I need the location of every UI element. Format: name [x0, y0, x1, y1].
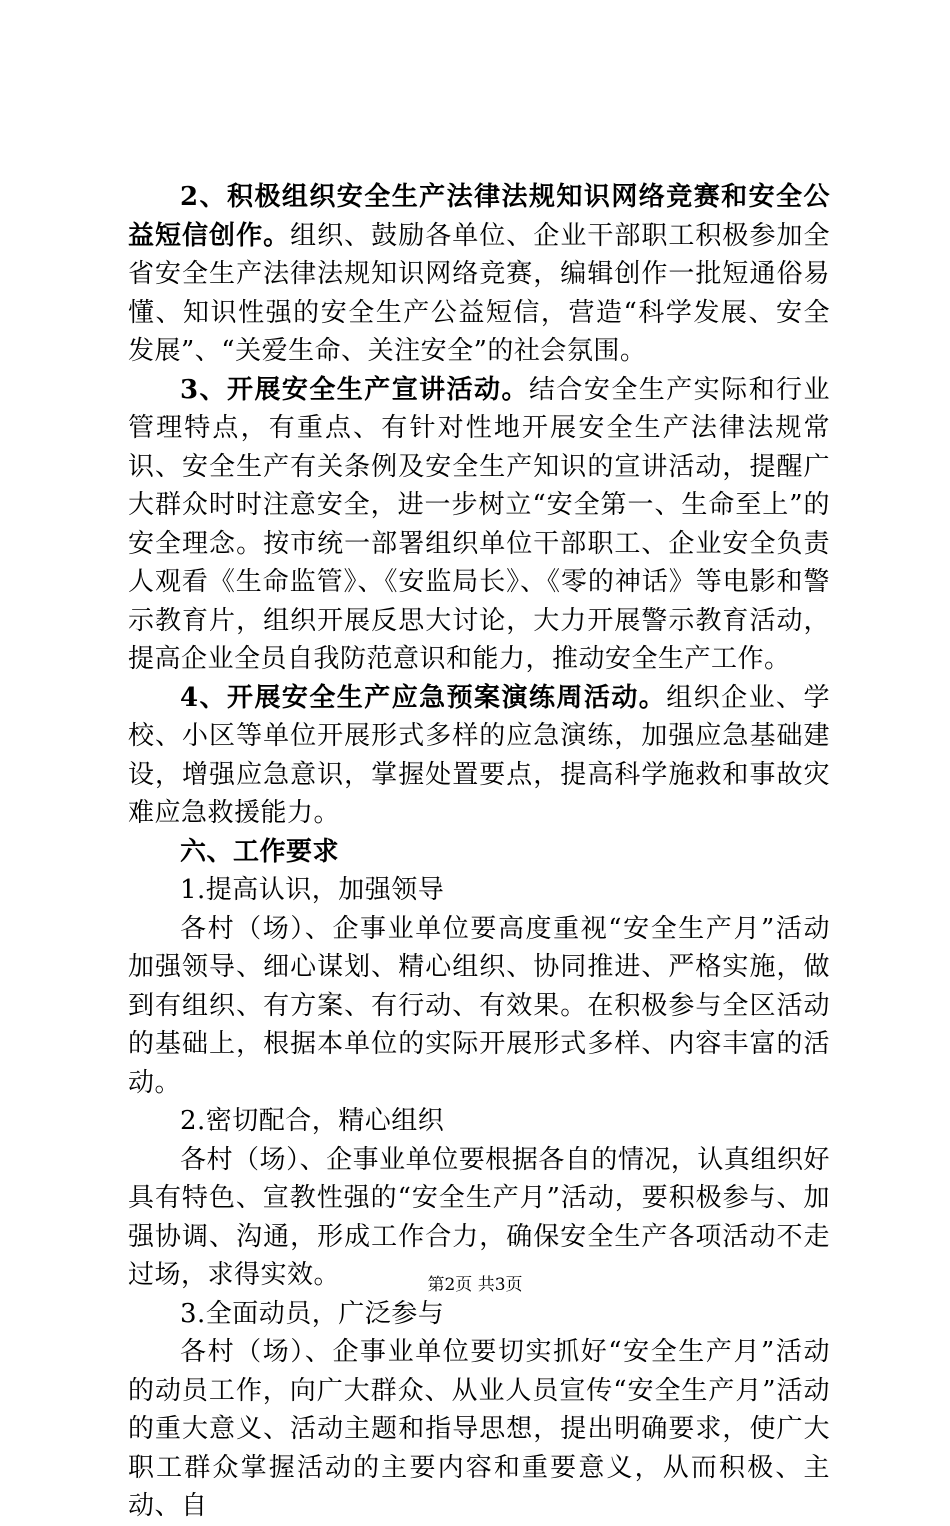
- paragraph-item-4: [128, 679, 830, 833]
- page-footer: [0, 1274, 950, 1296]
- paragraph-item-2: [128, 178, 830, 371]
- paragraph-lead: 2、积极组织安全生产法律法规知识网络竞赛和安全公益短信创作。: [128, 182, 830, 251]
- document-body: [128, 178, 830, 1526]
- requirement-title-1: 1.提高认识，加强领导: [180, 875, 445, 905]
- paragraph-text: 结合安全生产实际和行业管理特点，有重点、有针对性地开展安全生产法律法规常识、安全生产有关条例及安全生产知识的宣讲活动，提醒广大群众时时注意安全，进一步树立“安全第一、生命至上”的安全理念。按市统一部署组织单位干部职工、企业安全负责人观看《生命监管》、《安监局长》、《零的神话》等电影和警示教育片，组织开展反思大讨论，大力开展警示教育活动，提高企业全员自我防范意识和能力，推动安全生产工作。: [128, 374, 830, 674]
- requirement-title-2: 2.密切配合，精心组织: [180, 1106, 445, 1136]
- requirement-text-2: 各村（场）、企事业单位要根据各自的情况，认真组织好具有特色、宣教性强的“安全生产月”活动，要积极参与、加强协调、沟通，形成工作合力，确保安全生产各项活动不走过场，求得实效。: [128, 1144, 830, 1290]
- section-heading: 六、工作要求: [180, 836, 340, 867]
- paragraph-lead: 4、开展安全生产应急预案演练周活动。: [180, 682, 667, 713]
- requirement-title-3: 3.全面动员，广泛参与: [180, 1298, 445, 1329]
- paragraph-lead: 3、开展安全生产宣讲活动。: [180, 374, 529, 405]
- paragraph-item-3: [128, 371, 830, 679]
- page-number: 第2页 共3页: [427, 1275, 523, 1295]
- paragraph-text: 组织企业、学校、小区等单位开展形式多样的应急演练，加强应急基础建设，增强应急意识，掌握处置要点，提高科学施救和事故灾难应急救援能力。: [128, 682, 830, 828]
- requirement-text-1: 各村（场）、企事业单位要高度重视“安全生产月”活动加强领导、细心谋划、精心组织、协同推进、严格实施，做到有组织、有方案、有行动、有效果。在积极参与全区活动的基础上，根据本单位的实际开展形式多样、内容丰富的活动。: [128, 913, 830, 1098]
- paragraph-text: 组织、鼓励各单位、企业干部职工积极参加全省安全生产法律法规知识网络竞赛，编辑创作一批短通俗易懂、知识性强的安全生产公益短信，营造“科学发展、安全发展”、“关爱生命、关注安全”的社会氛围。: [128, 220, 830, 366]
- requirement-text-3: 各村（场）、企事业单位要切实抓好“安全生产月”活动的动员工作，向广大群众、从业人员宣传“安全生产月”活动的重大意义、活动主题和指导思想，提出明确要求，使广大职工群众掌握活动的主要内容和重要意义，从而积极、主动、自: [128, 1337, 830, 1521]
